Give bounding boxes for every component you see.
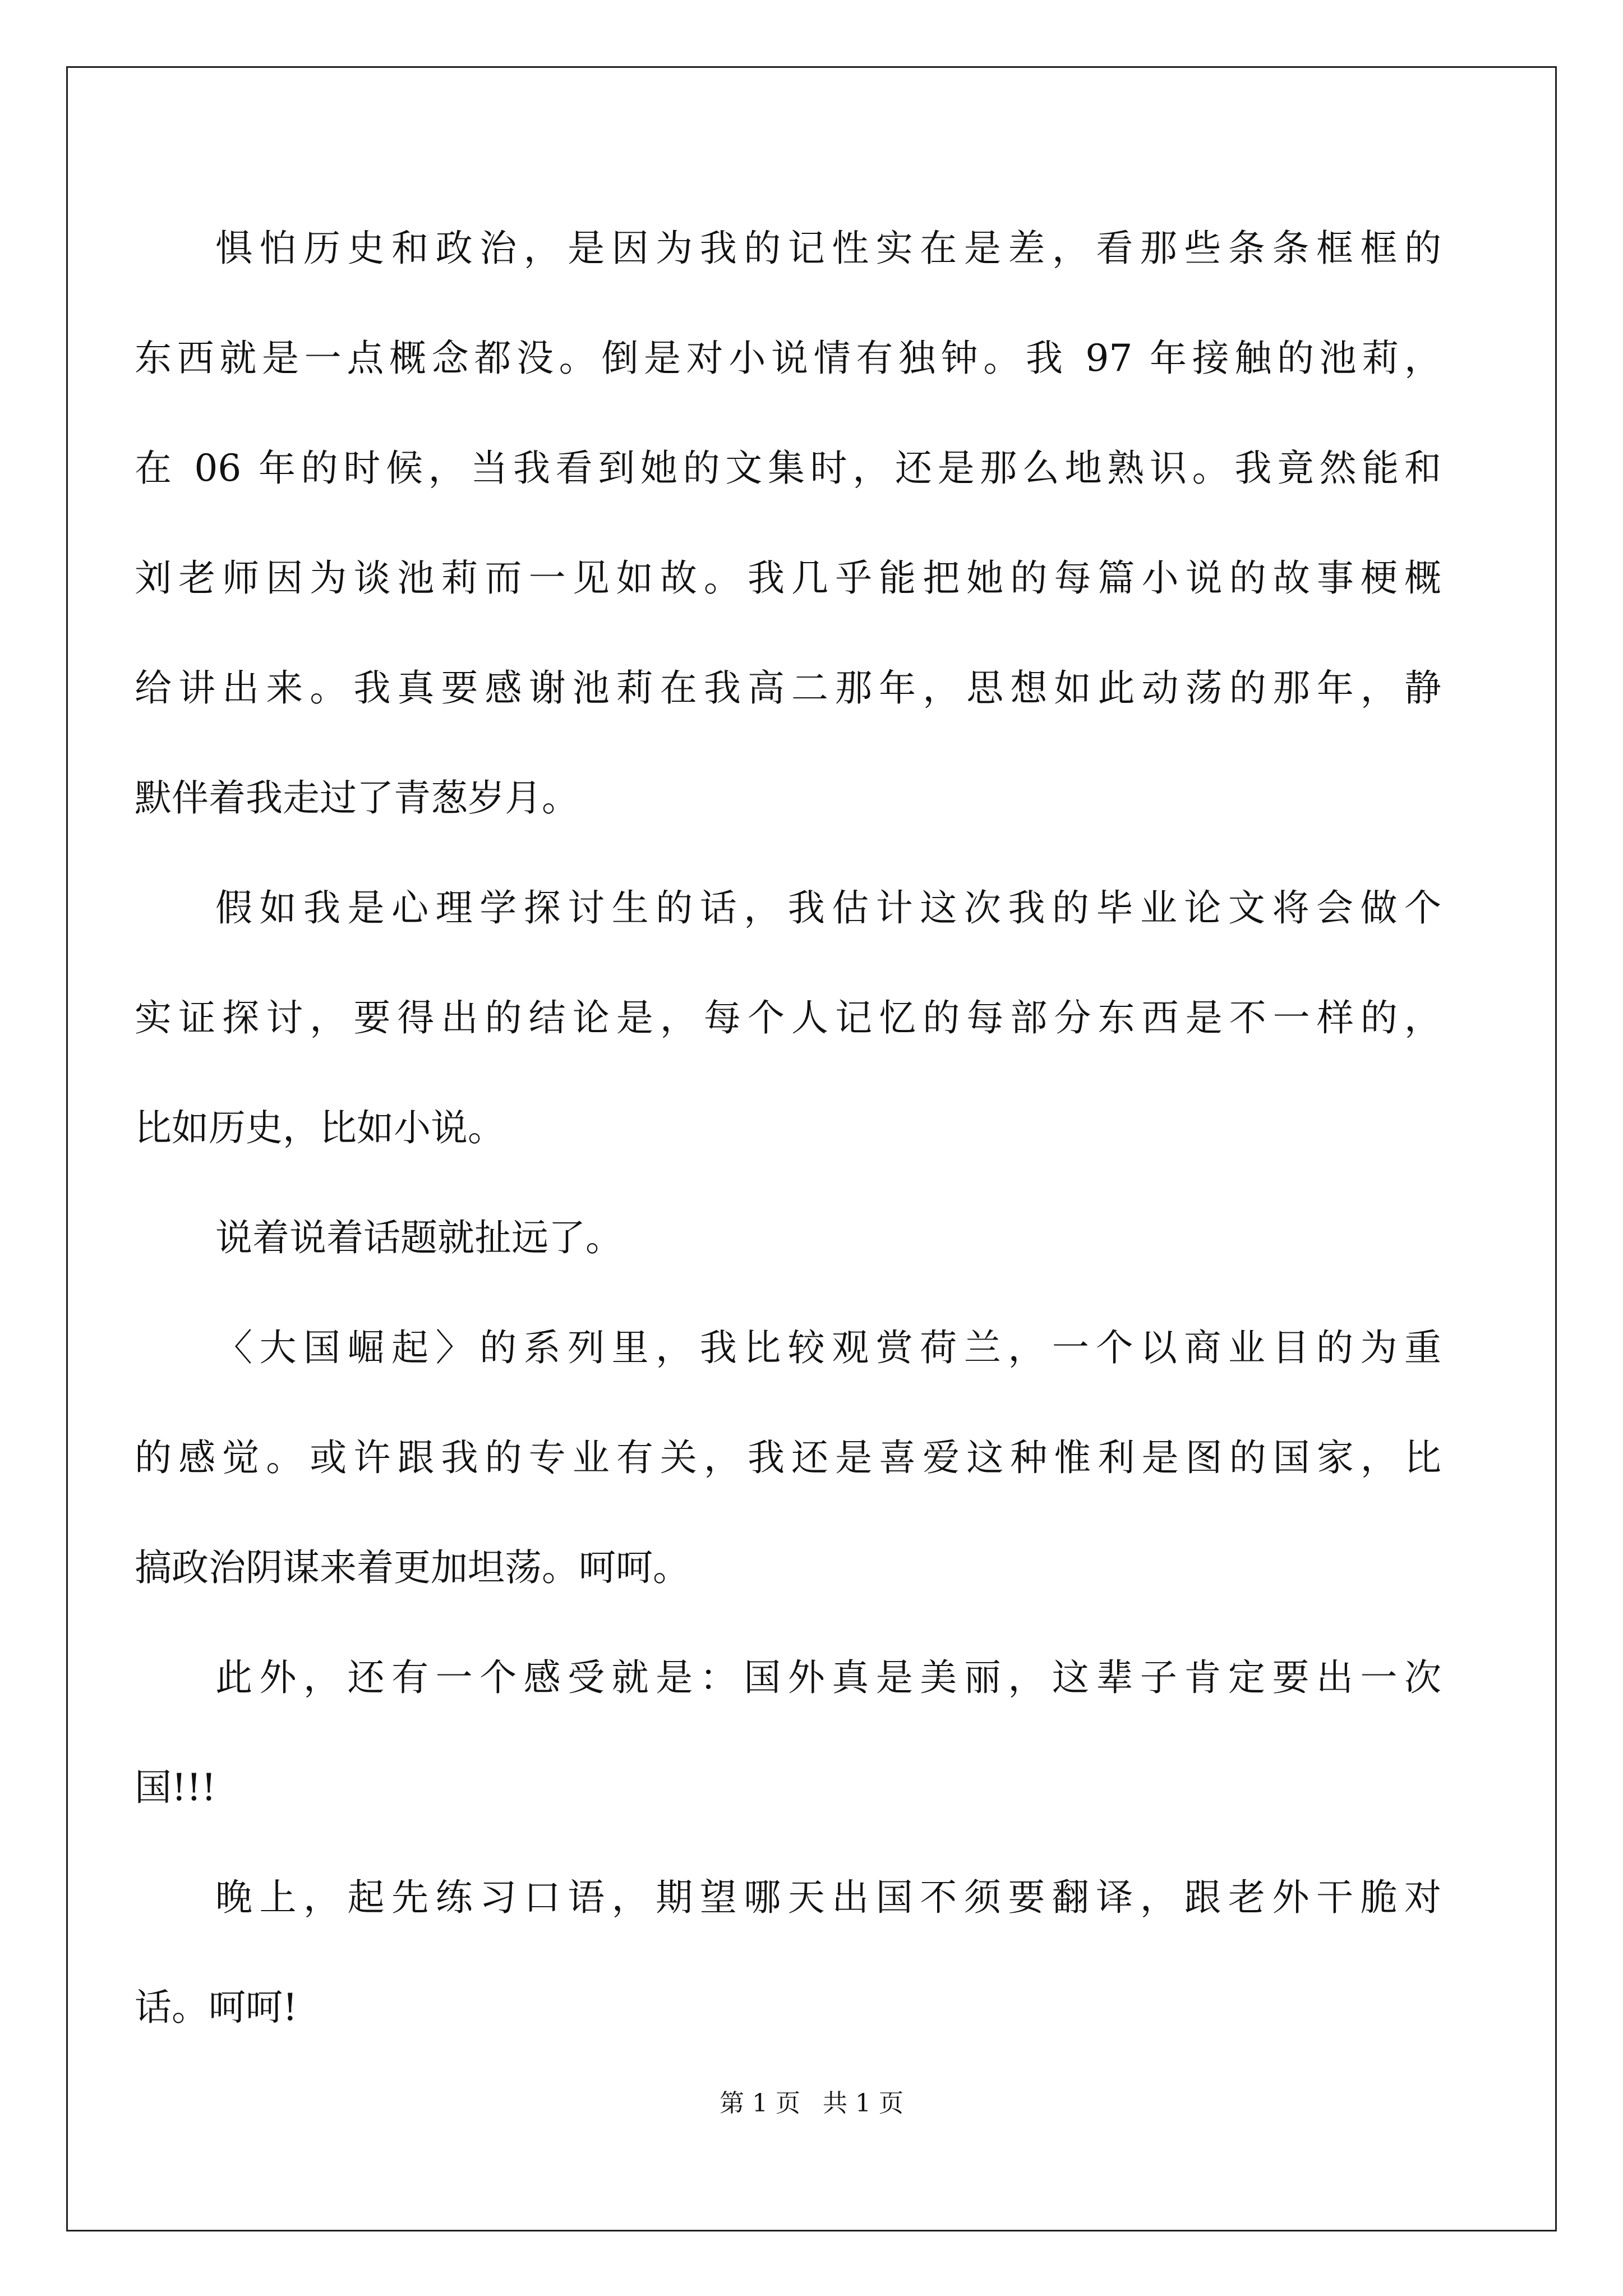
text-line: 〈大国崛起〉的系列里，我比较观赏荷兰，一个以商业目的为重 <box>215 1326 1441 1369</box>
document-body <box>135 194 1441 2063</box>
paragraph <box>135 1293 1441 1623</box>
text-line: 给讲出来。我真要感谢池莉在我高二那年，思想如此动荡的那年，静 <box>135 666 1441 710</box>
text-line: 惧怕历史和政治，是因为我的记性实在是差，看那些条条框框的 <box>215 227 1441 270</box>
text-line: 话。呵呵! <box>135 1986 298 2029</box>
text-line: 默伴着我走过了青葱岁月。 <box>135 776 579 820</box>
text-line: 说着说着话题就扯远了。 <box>215 1216 623 1259</box>
text-line: 搞政治阴谋来着更加坦荡。呵呵。 <box>135 1546 690 1589</box>
text-line: 假如我是心理学探讨生的话，我估计这次我的毕业论文将会做个 <box>215 886 1441 930</box>
text-line: 国!!! <box>135 1766 216 1809</box>
text-line: 此外，还有一个感受就是：国外真是美丽，这辈子肯定要出一次 <box>215 1656 1441 1699</box>
paragraph <box>135 194 1441 853</box>
text-line: 东西就是一点概念都没。倒是对小说情有独钟。我 97 年接触的池莉， <box>135 337 1441 380</box>
text-line: 实证探讨，要得出的结论是，每个人记忆的每部分东西是不一样的， <box>135 996 1441 1039</box>
text-line: 的感觉。或许跟我的专业有关，我还是喜爱这种惟利是图的国家，比 <box>135 1436 1441 1479</box>
page-total: 共 1 页 <box>823 2089 903 2118</box>
text-line: 在 06 年的时候，当我看到她的文集时，还是那么地熟识。我竟然能和 <box>135 447 1441 490</box>
text-line: 刘老师因为谈池莉而一见如故。我几乎能把她的每篇小说的故事梗概 <box>135 556 1441 600</box>
paragraph <box>135 853 1441 1183</box>
text-line: 比如历史，比如小说。 <box>135 1106 505 1149</box>
page-number: 第 1 页 <box>720 2089 800 2118</box>
paragraph <box>135 1183 1441 1293</box>
text-line: 晚上，起先练习口语，期望哪天出国不须要翻译，跟老外干脆对 <box>215 1876 1441 1919</box>
page-footer <box>0 2087 1623 2120</box>
paragraph <box>135 1843 1441 2063</box>
paragraph <box>135 1623 1441 1843</box>
